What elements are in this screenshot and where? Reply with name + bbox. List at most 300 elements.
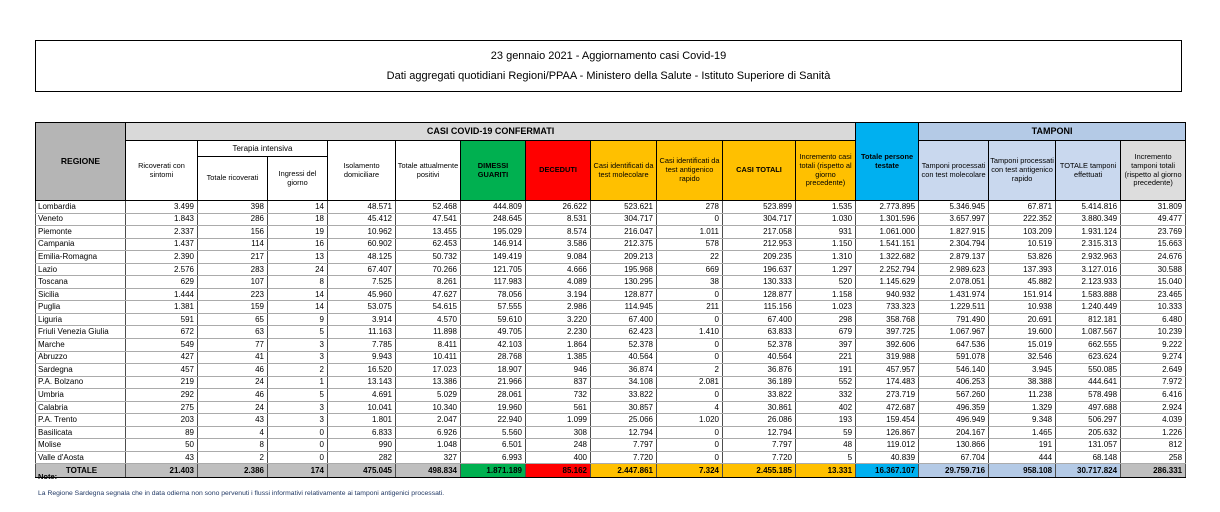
value-cell: 30.717.824 <box>1056 464 1121 478</box>
value-cell: 444 <box>989 451 1056 464</box>
value-cell: 523.899 <box>723 201 796 214</box>
value-cell: 50.732 <box>396 251 461 264</box>
value-cell: 222.352 <box>989 213 1056 226</box>
value-cell: 258 <box>1121 451 1186 464</box>
value-cell: 46 <box>198 389 268 402</box>
value-cell: 78.056 <box>461 288 526 301</box>
value-cell: 5 <box>796 451 856 464</box>
value-cell: 216.047 <box>591 226 657 239</box>
value-cell: 5 <box>268 389 328 402</box>
table-row <box>36 301 1186 314</box>
value-cell: 248 <box>526 439 591 452</box>
value-cell: 1.431.974 <box>919 288 989 301</box>
header-isolamento-domiciliare: Isolamento domiciliare <box>328 141 396 201</box>
table-row <box>36 213 1186 226</box>
value-cell: 1.465 <box>989 426 1056 439</box>
value-cell: 1.329 <box>989 401 1056 414</box>
total-row <box>36 464 1186 478</box>
value-cell: 52.378 <box>591 339 657 352</box>
value-cell: 196.637 <box>723 263 796 276</box>
header-persone-testate: Totale persone testate <box>856 123 919 201</box>
value-cell: 275 <box>126 401 198 414</box>
table-row <box>36 414 1186 427</box>
value-cell: 60.902 <box>328 238 396 251</box>
value-cell: 7.525 <box>328 276 396 289</box>
value-cell: 958.108 <box>989 464 1056 478</box>
value-cell: 48 <box>796 439 856 452</box>
value-cell: 679 <box>796 326 856 339</box>
value-cell: 19.960 <box>461 401 526 414</box>
table-row <box>36 339 1186 352</box>
value-cell: 1.020 <box>657 414 723 427</box>
value-cell: 4.666 <box>526 263 591 276</box>
value-cell: 1.061.000 <box>856 226 919 239</box>
value-cell: 1.229.511 <box>919 301 989 314</box>
value-cell: 25.066 <box>591 414 657 427</box>
value-cell: 14 <box>268 301 328 314</box>
value-cell: 550.085 <box>1056 364 1121 377</box>
value-cell: 130.333 <box>723 276 796 289</box>
value-cell: 1.150 <box>796 238 856 251</box>
value-cell: 16.520 <box>328 364 396 377</box>
value-cell: 40.839 <box>856 451 919 464</box>
value-cell: 52.468 <box>396 201 461 214</box>
value-cell: 36.874 <box>591 364 657 377</box>
value-cell: 40.564 <box>723 351 796 364</box>
value-cell: 26.086 <box>723 414 796 427</box>
value-cell: 19.600 <box>989 326 1056 339</box>
value-cell: 221 <box>796 351 856 364</box>
value-cell: 629 <box>126 276 198 289</box>
value-cell: 2.932.963 <box>1056 251 1121 264</box>
value-cell: 131.057 <box>1056 439 1121 452</box>
region-cell: Umbria <box>36 389 126 402</box>
table-row <box>36 401 1186 414</box>
value-cell: 14 <box>268 288 328 301</box>
value-cell: 9.274 <box>1121 351 1186 364</box>
region-cell: Basilicata <box>36 426 126 439</box>
value-cell: 4.039 <box>1121 414 1186 427</box>
value-cell: 13.143 <box>328 376 396 389</box>
value-cell: 9.348 <box>989 414 1056 427</box>
value-cell: 397.725 <box>856 326 919 339</box>
value-cell: 13.455 <box>396 226 461 239</box>
value-cell: 191 <box>796 364 856 377</box>
value-cell: 45.882 <box>989 276 1056 289</box>
report-title-line1: 23 gennaio 2021 - Aggiornamento casi Covid-19 <box>490 49 727 62</box>
value-cell: 523.621 <box>591 201 657 214</box>
value-cell: 174.483 <box>856 376 919 389</box>
value-cell: 0 <box>268 426 328 439</box>
value-cell: 946 <box>526 364 591 377</box>
value-cell: 223 <box>198 288 268 301</box>
value-cell: 12.794 <box>723 426 796 439</box>
value-cell: 6.416 <box>1121 389 1186 402</box>
value-cell: 22 <box>657 251 723 264</box>
value-cell: 0 <box>657 288 723 301</box>
value-cell: 24.676 <box>1121 251 1186 264</box>
value-cell: 204.167 <box>919 426 989 439</box>
value-cell: 67.704 <box>919 451 989 464</box>
value-cell: 2.304.794 <box>919 238 989 251</box>
value-cell: 4.691 <box>328 389 396 402</box>
table-row <box>36 451 1186 464</box>
value-cell: 47.627 <box>396 288 461 301</box>
value-cell: 3.914 <box>328 313 396 326</box>
value-cell: 4 <box>198 426 268 439</box>
value-cell: 498.834 <box>396 464 461 478</box>
value-cell: 217.058 <box>723 226 796 239</box>
value-cell: 10.962 <box>328 226 396 239</box>
value-cell: 0 <box>657 426 723 439</box>
value-cell: 6.993 <box>461 451 526 464</box>
value-cell: 591.078 <box>919 351 989 364</box>
table-row <box>36 238 1186 251</box>
value-cell: 1.931.124 <box>1056 226 1121 239</box>
value-cell: 1.067.967 <box>919 326 989 339</box>
value-cell: 2 <box>198 451 268 464</box>
value-cell: 444.641 <box>1056 376 1121 389</box>
value-cell: 2.081 <box>657 376 723 389</box>
value-cell: 19 <box>268 226 328 239</box>
value-cell: 36.189 <box>723 376 796 389</box>
table-row <box>36 351 1186 364</box>
value-cell: 2.047 <box>396 414 461 427</box>
value-cell: 15.040 <box>1121 276 1186 289</box>
value-cell: 397 <box>796 339 856 352</box>
value-cell: 21.966 <box>461 376 526 389</box>
value-cell: 146.914 <box>461 238 526 251</box>
region-cell: P.A. Bolzano <box>36 376 126 389</box>
value-cell: 3.127.016 <box>1056 263 1121 276</box>
value-cell: 17.023 <box>396 364 461 377</box>
header-group-casi-confermati: CASI COVID-19 CONFERMATI <box>126 123 856 141</box>
value-cell: 1.048 <box>396 439 461 452</box>
value-cell: 33.822 <box>723 389 796 402</box>
header-totale-tamponi: TOTALE tamponi effettuati <box>1056 141 1121 201</box>
value-cell: 546.140 <box>919 364 989 377</box>
value-cell: 15.663 <box>1121 238 1186 251</box>
value-cell: 59.610 <box>461 313 526 326</box>
value-cell: 114.945 <box>591 301 657 314</box>
value-cell: 159.454 <box>856 414 919 427</box>
value-cell: 1.145.629 <box>856 276 919 289</box>
value-cell: 2.649 <box>1121 364 1186 377</box>
value-cell: 30.857 <box>591 401 657 414</box>
value-cell: 561 <box>526 401 591 414</box>
value-cell: 52.378 <box>723 339 796 352</box>
value-cell: 57.555 <box>461 301 526 314</box>
value-cell: 2.989.623 <box>919 263 989 276</box>
value-cell: 623.624 <box>1056 351 1121 364</box>
region-cell: Valle d'Aosta <box>36 451 126 464</box>
value-cell: 0 <box>657 313 723 326</box>
region-cell: Marche <box>36 339 126 352</box>
value-cell: 137.393 <box>989 263 1056 276</box>
value-cell: 2.879.137 <box>919 251 989 264</box>
value-cell: 497.688 <box>1056 401 1121 414</box>
value-cell: 2 <box>268 364 328 377</box>
value-cell: 0 <box>657 439 723 452</box>
value-cell: 2.315.313 <box>1056 238 1121 251</box>
value-cell: 1.023 <box>796 301 856 314</box>
value-cell: 3.220 <box>526 313 591 326</box>
value-cell: 10.239 <box>1121 326 1186 339</box>
value-cell: 1.864 <box>526 339 591 352</box>
value-cell: 406.253 <box>919 376 989 389</box>
value-cell: 2.576 <box>126 263 198 276</box>
table-row <box>36 288 1186 301</box>
value-cell: 1.226 <box>1121 426 1186 439</box>
value-cell: 15.019 <box>989 339 1056 352</box>
value-cell: 209.235 <box>723 251 796 264</box>
region-cell: Piemonte <box>36 226 126 239</box>
value-cell: 733.323 <box>856 301 919 314</box>
region-cell: Puglia <box>36 301 126 314</box>
value-cell: 10.938 <box>989 301 1056 314</box>
table-row <box>36 376 1186 389</box>
value-cell: 327 <box>396 451 461 464</box>
value-cell: 30.861 <box>723 401 796 414</box>
value-cell: 24 <box>198 401 268 414</box>
value-cell: 128.877 <box>723 288 796 301</box>
value-cell: 63 <box>198 326 268 339</box>
value-cell: 62.453 <box>396 238 461 251</box>
value-cell: 24 <box>268 263 328 276</box>
value-cell: 193 <box>796 414 856 427</box>
value-cell: 9.084 <box>526 251 591 264</box>
value-cell: 672 <box>126 326 198 339</box>
value-cell: 8.411 <box>396 339 461 352</box>
value-cell: 33.822 <box>591 389 657 402</box>
value-cell: 5.414.816 <box>1056 201 1121 214</box>
value-cell: 3 <box>268 401 328 414</box>
value-cell: 68.148 <box>1056 451 1121 464</box>
value-cell: 43 <box>198 414 268 427</box>
table-row <box>36 263 1186 276</box>
value-cell: 2 <box>657 364 723 377</box>
header-tamponi-antigenico: Tamponi processati con test antigenico rapido <box>989 141 1056 201</box>
value-cell: 1 <box>268 376 328 389</box>
value-cell: 1.444 <box>126 288 198 301</box>
value-cell: 77 <box>198 339 268 352</box>
value-cell: 2.455.185 <box>723 464 796 478</box>
value-cell: 2.123.933 <box>1056 276 1121 289</box>
value-cell: 14 <box>268 201 328 214</box>
value-cell: 12.794 <box>591 426 657 439</box>
value-cell: 273.719 <box>856 389 919 402</box>
region-cell: Molise <box>36 439 126 452</box>
value-cell: 38 <box>657 276 723 289</box>
value-cell: 89 <box>126 426 198 439</box>
value-cell: 50 <box>126 439 198 452</box>
value-cell: 45.412 <box>328 213 396 226</box>
value-cell: 7.720 <box>723 451 796 464</box>
value-cell: 65 <box>198 313 268 326</box>
value-cell: 32.546 <box>989 351 1056 364</box>
header-deceduti: DECEDUTI <box>526 141 591 201</box>
value-cell: 5 <box>268 326 328 339</box>
value-cell: 67.871 <box>989 201 1056 214</box>
value-cell: 1.240.449 <box>1056 301 1121 314</box>
value-cell: 5.560 <box>461 426 526 439</box>
value-cell: 54.615 <box>396 301 461 314</box>
value-cell: 28.768 <box>461 351 526 364</box>
value-cell: 319.988 <box>856 351 919 364</box>
value-cell: 45.960 <box>328 288 396 301</box>
value-cell: 30.588 <box>1121 263 1186 276</box>
value-cell: 8 <box>268 276 328 289</box>
value-cell: 107 <box>198 276 268 289</box>
value-cell: 1.030 <box>796 213 856 226</box>
value-cell: 10.041 <box>328 401 396 414</box>
value-cell: 1.297 <box>796 263 856 276</box>
value-cell: 1.310 <box>796 251 856 264</box>
region-cell: Abruzzo <box>36 351 126 364</box>
value-cell: 67.400 <box>723 313 796 326</box>
value-cell: 117.983 <box>461 276 526 289</box>
value-cell: 10.333 <box>1121 301 1186 314</box>
value-cell: 3 <box>268 414 328 427</box>
value-cell: 10.411 <box>396 351 461 364</box>
value-cell: 42.103 <box>461 339 526 352</box>
value-cell: 49.705 <box>461 326 526 339</box>
value-cell: 3.657.997 <box>919 213 989 226</box>
value-cell: 1.301.596 <box>856 213 919 226</box>
value-cell: 669 <box>657 263 723 276</box>
value-cell: 1.322.682 <box>856 251 919 264</box>
header-totale-attualmente-positivi: Totale attualmente positivi <box>396 141 461 201</box>
value-cell: 7.720 <box>591 451 657 464</box>
value-cell: 6.833 <box>328 426 396 439</box>
value-cell: 49.477 <box>1121 213 1186 226</box>
value-cell: 130.295 <box>591 276 657 289</box>
value-cell: 1.158 <box>796 288 856 301</box>
region-cell: TOTALE <box>36 464 126 478</box>
region-cell: Friuli Venezia Giulia <box>36 326 126 339</box>
value-cell: 1.410 <box>657 326 723 339</box>
value-cell: 8.261 <box>396 276 461 289</box>
value-cell: 209.213 <box>591 251 657 264</box>
value-cell: 292 <box>126 389 198 402</box>
value-cell: 304.717 <box>723 213 796 226</box>
table-row <box>36 426 1186 439</box>
table-row <box>36 439 1186 452</box>
header-group-tamponi: TAMPONI <box>919 123 1186 141</box>
value-cell: 591 <box>126 313 198 326</box>
value-cell: 837 <box>526 376 591 389</box>
value-cell: 4.570 <box>396 313 461 326</box>
value-cell: 552 <box>796 376 856 389</box>
value-cell: 2.447.861 <box>591 464 657 478</box>
table-row <box>36 276 1186 289</box>
value-cell: 121.705 <box>461 263 526 276</box>
value-cell: 8.574 <box>526 226 591 239</box>
value-cell: 26.622 <box>526 201 591 214</box>
report-title-line2: Dati aggregati quotidiani Regioni/PPAA - Ministero della Salute - Istituto Superiore di Sanità <box>386 70 831 83</box>
value-cell: 496.949 <box>919 414 989 427</box>
value-cell: 128.877 <box>591 288 657 301</box>
value-cell: 2.337 <box>126 226 198 239</box>
value-cell: 9 <box>268 313 328 326</box>
value-cell: 20.691 <box>989 313 1056 326</box>
region-cell: Liguria <box>36 313 126 326</box>
value-cell: 31.809 <box>1121 201 1186 214</box>
value-cell: 212.375 <box>591 238 657 251</box>
value-cell: 43 <box>126 451 198 464</box>
value-cell: 248.645 <box>461 213 526 226</box>
value-cell: 444.809 <box>461 201 526 214</box>
value-cell: 46 <box>198 364 268 377</box>
value-cell: 282 <box>328 451 396 464</box>
value-cell: 402 <box>796 401 856 414</box>
value-cell: 24 <box>198 376 268 389</box>
value-cell: 53.075 <box>328 301 396 314</box>
value-cell: 70.266 <box>396 263 461 276</box>
value-cell: 3 <box>268 339 328 352</box>
table-row <box>36 226 1186 239</box>
value-cell: 8 <box>198 439 268 452</box>
region-cell: Lazio <box>36 263 126 276</box>
table-row <box>36 313 1186 326</box>
value-cell: 211 <box>657 301 723 314</box>
value-cell: 472.687 <box>856 401 919 414</box>
value-cell: 48.571 <box>328 201 396 214</box>
value-cell: 130.866 <box>919 439 989 452</box>
value-cell: 578 <box>657 238 723 251</box>
value-cell: 398 <box>198 201 268 214</box>
value-cell: 392.606 <box>856 339 919 352</box>
value-cell: 2.386 <box>198 464 268 478</box>
value-cell: 195.968 <box>591 263 657 276</box>
value-cell: 28.061 <box>461 389 526 402</box>
value-cell: 1.099 <box>526 414 591 427</box>
value-cell: 217 <box>198 251 268 264</box>
value-cell: 549 <box>126 339 198 352</box>
value-cell: 115.156 <box>723 301 796 314</box>
value-cell: 283 <box>198 263 268 276</box>
value-cell: 0 <box>268 451 328 464</box>
table-row <box>36 326 1186 339</box>
value-cell: 0 <box>268 439 328 452</box>
value-cell: 16.367.107 <box>856 464 919 478</box>
note-heading: Note: <box>38 472 58 481</box>
region-cell: Sardegna <box>36 364 126 377</box>
value-cell: 1.087.567 <box>1056 326 1121 339</box>
value-cell: 67.400 <box>591 313 657 326</box>
value-cell: 4 <box>657 401 723 414</box>
value-cell: 578.498 <box>1056 389 1121 402</box>
note-text: La Regione Sardegna segnala che in data odierna non sono pervenuti i flussi informativi relativamente ai tamponi antigenici processati. <box>38 490 445 497</box>
value-cell: 1.437 <box>126 238 198 251</box>
value-cell: 114 <box>198 238 268 251</box>
value-cell: 2.773.895 <box>856 201 919 214</box>
value-cell: 0 <box>657 389 723 402</box>
value-cell: 151.914 <box>989 288 1056 301</box>
value-cell: 457.957 <box>856 364 919 377</box>
value-cell: 7.797 <box>723 439 796 452</box>
value-cell: 298 <box>796 313 856 326</box>
value-cell: 7.797 <box>591 439 657 452</box>
value-cell: 2.390 <box>126 251 198 264</box>
value-cell: 2.078.051 <box>919 276 989 289</box>
region-cell: Emilia-Romagna <box>36 251 126 264</box>
value-cell: 22.940 <box>461 414 526 427</box>
value-cell: 7.324 <box>657 464 723 478</box>
value-cell: 34.108 <box>591 376 657 389</box>
value-cell: 10.340 <box>396 401 461 414</box>
value-cell: 11.163 <box>328 326 396 339</box>
